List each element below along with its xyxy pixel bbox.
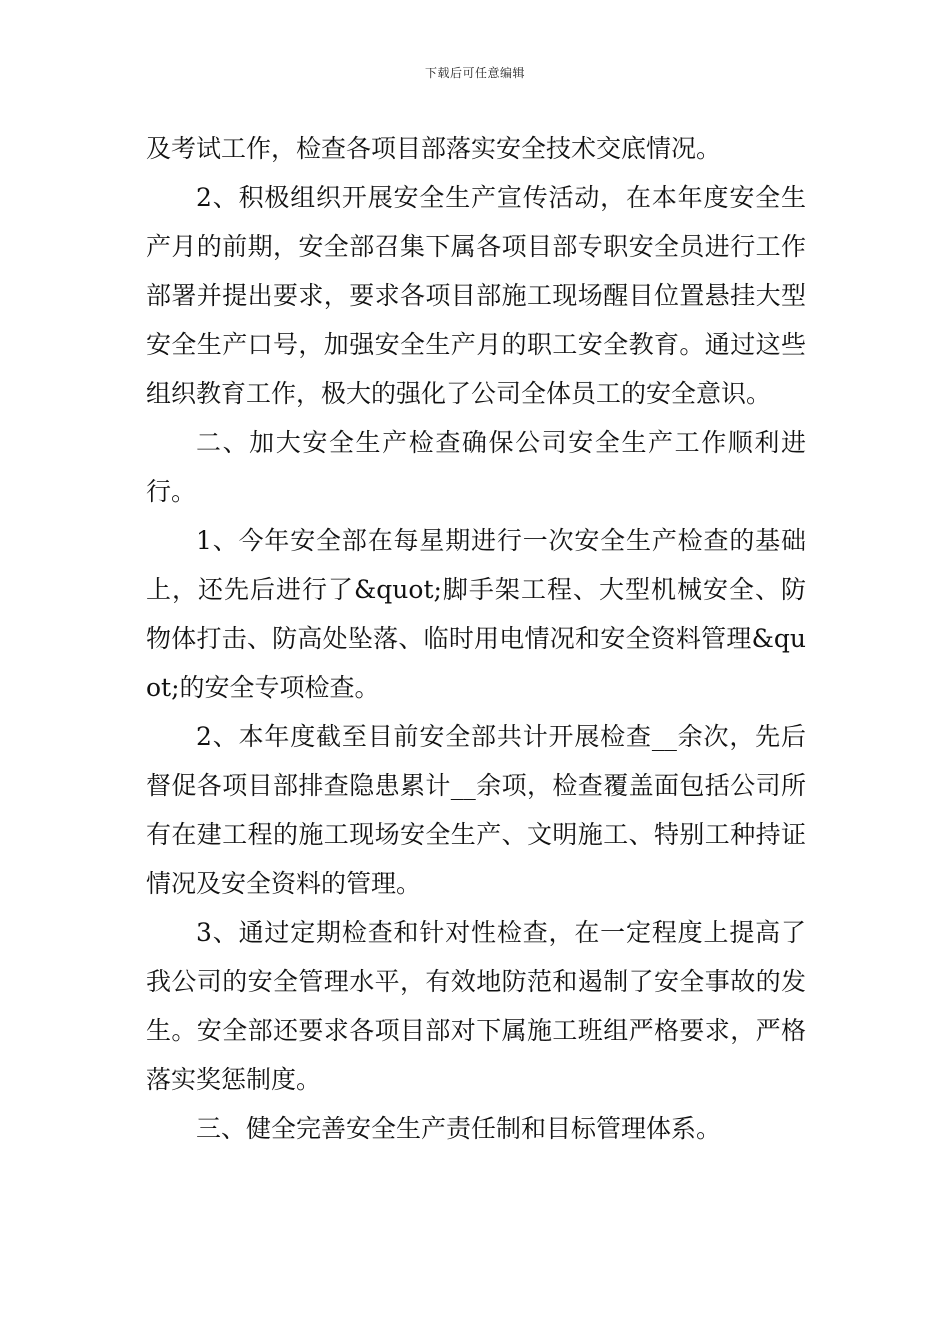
paragraph: 1、今年安全部在每星期进行一次安全生产检查的基础上，还先后进行了&quot;脚手架工程、大型机械安全、防物体打击、防高处坠落、临时用电情况和安全资料管理&quot;的安全专项检查。 xyxy=(146,526,806,702)
page-header: 下载后可任意编辑 xyxy=(424,66,525,80)
section-heading: 三、健全完善安全生产责任制和目标管理体系。 xyxy=(196,1114,722,1143)
section-heading: 二、加大安全生产检查确保公司安全生产工作顺利进行。 xyxy=(146,428,806,506)
document-body xyxy=(146,124,806,1153)
paragraph: 及考试工作，检查各项目部落实安全技术交底情况。 xyxy=(146,134,722,163)
paragraph: 3、通过定期检查和针对性检查，在一定程度上提高了我公司的安全管理水平，有效地防范和遏制了安全事故的发生。安全部还要求各项目部对下属施工班组严格要求，严格落实奖惩制度。 xyxy=(146,918,806,1094)
paragraph: 2、本年度截至目前安全部共计开展检查__余次，先后督促各项目部排查隐患累计__余项，检查覆盖面包括公司所有在建工程的施工现场安全生产、文明施工、特别工种持证情况及安全资料的管理。 xyxy=(146,722,806,898)
paragraph: 2、积极组织开展安全生产宣传活动，在本年度安全生产月的前期，安全部召集下属各项目部专职安全员进行工作部署并提出要求，要求各项目部施工现场醒目位置悬挂大型安全生产口号，加强安全生产月的职工安全教育。通过这些组织教育工作，极大的强化了公司全体员工的安全意识。 xyxy=(146,183,806,408)
